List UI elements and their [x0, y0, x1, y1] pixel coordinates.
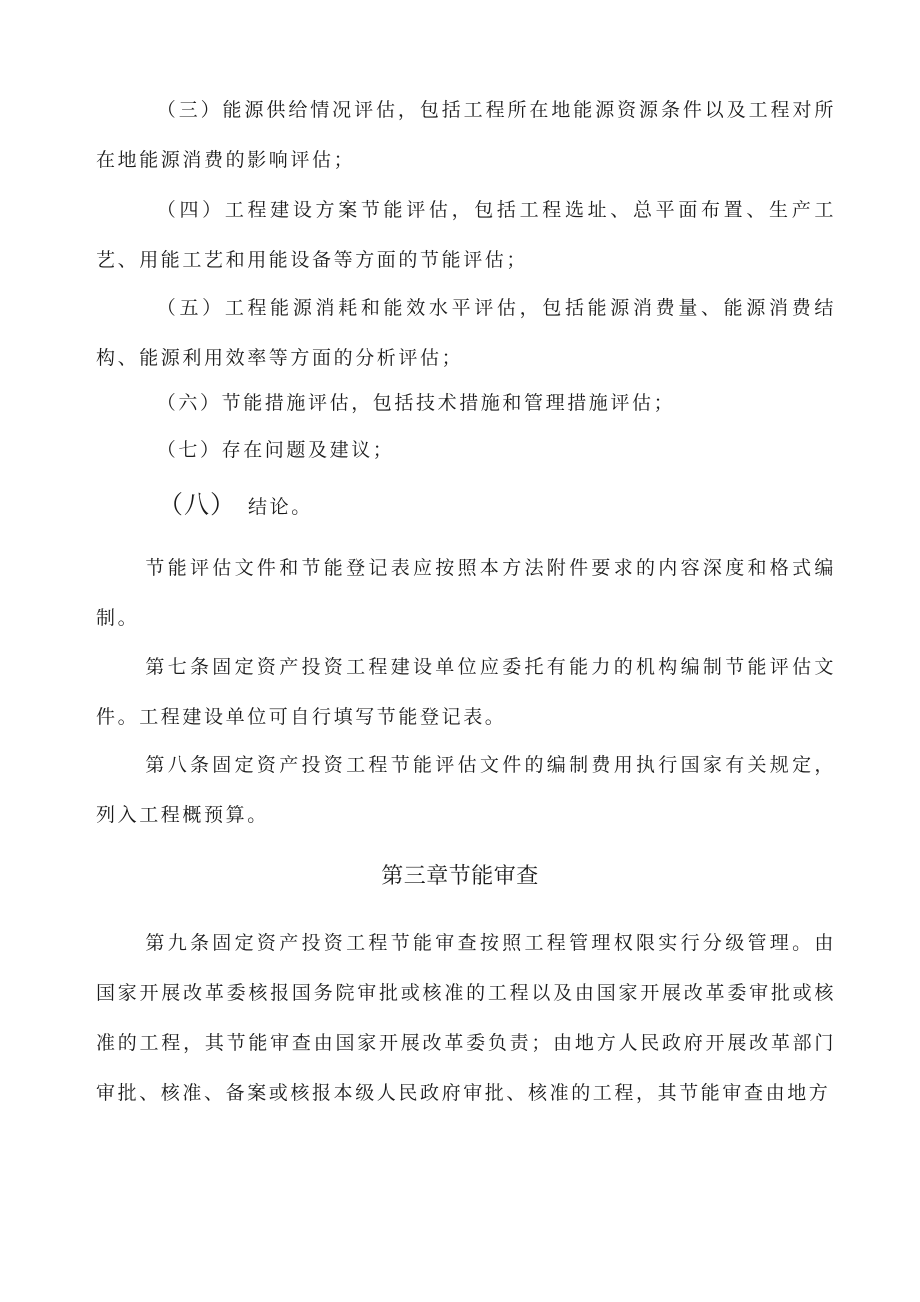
- list-item-8-text: 结论。: [248, 496, 313, 518]
- list-item-3: （三）能源供给情况评估，包括工程所在地能源资源条件以及工程对所在地能源消费的影响评估；: [96, 99, 836, 171]
- list-item-6: （六）节能措施评估，包括技术措施和管理措施评估；: [156, 392, 676, 414]
- paragraph-format-requirement: 节能评估文件和节能登记表应按照本方法附件要求的内容深度和格式编制。: [96, 557, 836, 629]
- article-7-paragraph: 第七条固定资产投资工程建设单位应委托有能力的机构编制节能评估文件。工程建设单位可自行填写节能登记表。: [96, 656, 836, 728]
- list-item-7: （七）存在问题及建议；: [156, 439, 395, 461]
- list-item-4: （四）工程建设方案节能评估，包括工程选址、总平面布置、生产工艺、用能工艺和用能设备等方面的节能评估；: [96, 199, 836, 271]
- list-item-5: （五）工程能源消耗和能效水平评估，包括能源消费量、能源消费结构、能源利用效率等方面的分析评估；: [96, 297, 836, 369]
- article-8-paragraph: 第八条固定资产投资工程节能评估文件的编制费用执行国家有关规定，列入工程概预算。: [96, 754, 836, 826]
- chapter-heading: 第三章节能审查: [381, 864, 539, 889]
- list-item-8: [158, 480, 313, 532]
- article-9-paragraph: 第九条固定资产投资工程节能审查按照工程管理权限实行分级管理。由国家开展改革委核报国务院审批或核准的工程以及由国家开展改革委审批或核准的工程，其节能审查由国家开展改革委负责；由地方人民政府开展改革部门审批、核准、备案或核报本级人民政府审批、核准的工程，其节能审查由地方: [96, 932, 836, 1104]
- list-item-8-number: （八）: [158, 490, 237, 519]
